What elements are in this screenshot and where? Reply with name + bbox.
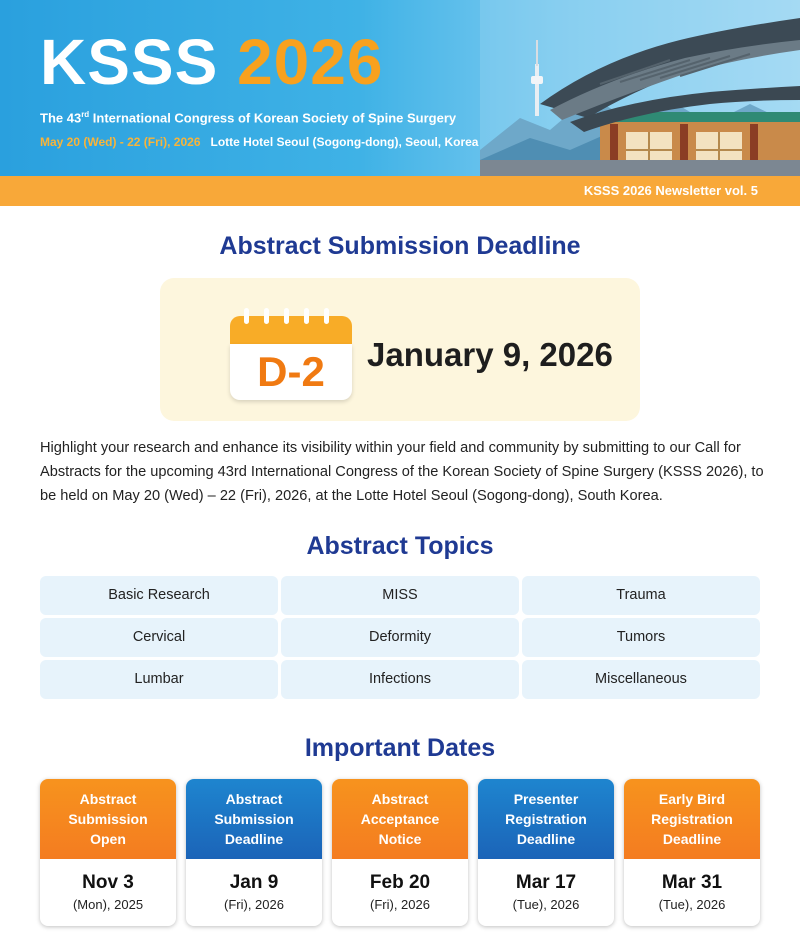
title-line: Acceptance <box>360 811 440 827</box>
title-line: Submission <box>214 811 294 827</box>
subtitle-sup: rd <box>81 110 90 119</box>
congress-dates: May 20 (Wed) - 22 (Fri), 2026 <box>40 135 201 149</box>
topics-heading: Abstract Topics <box>306 532 494 560</box>
title-line: Abstract <box>79 791 137 807</box>
date-value: Jan 9 <box>229 872 279 893</box>
calendar-ring <box>324 308 329 324</box>
brand-logo <box>40 26 383 98</box>
title-line: Abstract <box>225 791 283 807</box>
brand-year: 2026 <box>237 26 384 98</box>
title-line: Notice <box>378 831 422 847</box>
brand-ksss: KSSS <box>40 26 219 98</box>
date-value: Mar 17 <box>515 872 577 893</box>
title-line: Presenter <box>513 791 579 807</box>
title-line: Abstract <box>371 791 429 807</box>
topic-cell: MISS <box>281 576 519 615</box>
topic-cell: Basic Research <box>40 576 278 615</box>
congress-subtitle <box>40 110 456 125</box>
date-card-title <box>186 779 322 859</box>
deadline-date: January 9, 2026 <box>367 336 613 373</box>
date-weekday-year: (Fri), 2026 <box>224 897 284 912</box>
calendar-ring <box>244 308 249 324</box>
title-line: Registration <box>505 811 587 827</box>
date-card <box>332 779 468 926</box>
calendar-ring <box>304 308 309 324</box>
congress-dateline <box>40 135 478 149</box>
deadline-heading: Abstract Submission Deadline <box>219 232 581 260</box>
topic-cell: Miscellaneous <box>522 660 760 699</box>
calendar-ring <box>264 308 269 324</box>
congress-venue: Lotte Hotel Seoul (Sogong-dong), Seoul, Korea <box>210 135 479 149</box>
date-card-title <box>624 779 760 859</box>
date-value: Feb 20 <box>369 872 431 893</box>
title-line: Early Bird <box>658 791 726 807</box>
date-card <box>186 779 322 926</box>
title-line: Deadline <box>516 831 576 847</box>
date-card <box>40 779 176 926</box>
intro-paragraph: Highlight your research and enhance its visibility within your field and community by submitting to our Call for Abstracts for the upcoming 43rd International Congress of the Korean Society of Spine Surgery (KSSS 2026), to be held on May 20 (Wed) – 22 (Fri), 2026, at the Lotte Hotel Seoul (Sogong-dong), South Korea. <box>40 440 764 504</box>
date-card-title <box>332 779 468 859</box>
date-weekday-year: (Fri), 2026 <box>370 897 430 912</box>
topic-cell: Lumbar <box>40 660 278 699</box>
topic-cell: Cervical <box>40 618 278 657</box>
date-card-title <box>478 779 614 859</box>
topics-grid <box>40 576 760 700</box>
date-card <box>624 779 760 926</box>
title-line: Deadline <box>224 831 284 847</box>
subtitle-post: International Congress of Korean Society of Spine Surgery <box>89 110 457 126</box>
date-weekday-year: (Mon), 2025 <box>72 897 144 912</box>
subtitle-pre: The 43 <box>40 110 82 126</box>
date-value: Mar 31 <box>661 872 723 893</box>
countdown-label: D-2 <box>257 348 325 395</box>
topic-cell: Deformity <box>281 618 519 657</box>
title-line: Deadline <box>662 831 722 847</box>
newsletter-label: KSSS 2026 Newsletter vol. 5 <box>583 183 758 198</box>
title-line: Open <box>90 831 126 847</box>
title-line: Registration <box>651 811 733 827</box>
title-line: Submission <box>68 811 148 827</box>
date-card <box>478 779 614 926</box>
seoul-hanok-illustration <box>480 0 800 178</box>
topic-cell: Tumors <box>522 618 760 657</box>
calendar-icon <box>230 308 352 400</box>
date-weekday-year: (Tue), 2026 <box>658 897 726 912</box>
dates-heading: Important Dates <box>304 734 496 762</box>
calendar-ring <box>284 308 289 324</box>
date-value: Nov 3 <box>82 872 134 893</box>
topic-cell: Infections <box>281 660 519 699</box>
date-card-title <box>40 779 176 859</box>
date-weekday-year: (Tue), 2026 <box>512 897 580 912</box>
deadline-card <box>160 278 640 421</box>
header-banner <box>0 0 800 178</box>
topic-cell: Trauma <box>522 576 760 615</box>
